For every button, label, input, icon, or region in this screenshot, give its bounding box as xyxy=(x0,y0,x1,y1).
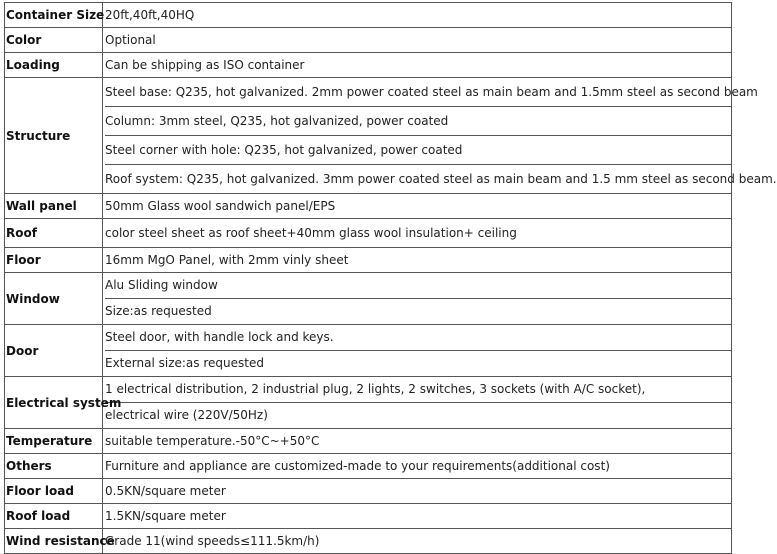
spec-label: Loading xyxy=(5,53,103,78)
spec-label: Container Size xyxy=(5,3,103,28)
spec-value-line: Column: 3mm steel, Q235, hot galvanized, power coated xyxy=(105,106,731,135)
spec-value-line: External size:as requested xyxy=(105,350,731,376)
spec-value-line: Size:as requested xyxy=(105,298,731,324)
spec-table-body xyxy=(5,3,777,554)
spec-value-line: Steel corner with hole: Q235, hot galvanized, power coated xyxy=(105,135,731,164)
spec-row xyxy=(5,28,732,53)
spec-label: Wind resistance xyxy=(5,529,103,554)
spec-row xyxy=(5,479,732,504)
spec-value-line: 1 electrical distribution, 2 industrial plug, 2 lights, 2 switches, 3 sockets (with A/C socket), xyxy=(105,382,646,396)
spec-row xyxy=(5,325,732,377)
spec-value: Grade 11(wind speeds≤111.5km/h) xyxy=(103,529,732,554)
spec-row xyxy=(5,78,732,194)
spec-label: Color xyxy=(5,28,103,53)
spec-row xyxy=(5,454,732,479)
spec-label: Electrical system xyxy=(5,377,103,429)
spec-value-line: Alu Sliding window xyxy=(105,278,218,292)
spec-value-line: Steel base: Q235, hot galvanized. 2mm power coated steel as main beam and 1.5mm steel as second beam xyxy=(105,85,758,99)
spec-row xyxy=(5,194,732,219)
spec-value: Furniture and appliance are customized-made to your requirements(additional cost) xyxy=(103,454,732,479)
spec-label: Floor load xyxy=(5,479,103,504)
spec-value xyxy=(103,325,732,377)
spec-row xyxy=(5,219,732,248)
spec-label: Temperature xyxy=(5,429,103,454)
spec-value: 16mm MgO Panel, with 2mm vinly sheet xyxy=(103,248,732,273)
spec-value: 50mm Glass wool sandwich panel/EPS xyxy=(103,194,732,219)
spec-label: Floor xyxy=(5,248,103,273)
spec-value: 1.5KN/square meter xyxy=(103,504,732,529)
spec-label: Roof load xyxy=(5,504,103,529)
spec-label: Window xyxy=(5,273,103,325)
spec-value-line: Steel door, with handle lock and keys. xyxy=(105,330,334,344)
spec-row xyxy=(5,248,732,273)
spec-row xyxy=(5,377,732,429)
spec-label: Wall panel xyxy=(5,194,103,219)
spec-value: 0.5KN/square meter xyxy=(103,479,732,504)
spec-row xyxy=(5,529,732,554)
spec-label: Others xyxy=(5,454,103,479)
spec-value: suitable temperature.-50°C~+50°C xyxy=(103,429,732,454)
spec-row xyxy=(5,3,732,28)
spec-value: Optional xyxy=(103,28,732,53)
spec-value xyxy=(103,377,732,429)
spec-value-line: Roof system: Q235, hot galvanized. 3mm power coated steel as main beam and 1.5 mm steel as second beam. xyxy=(105,164,731,193)
spec-row xyxy=(5,273,732,325)
spec-label: Door xyxy=(5,325,103,377)
spec-value xyxy=(103,78,777,194)
spec-label: Structure xyxy=(5,78,103,194)
spec-value: Can be shipping as ISO container xyxy=(103,53,732,78)
spec-value: color steel sheet as roof sheet+40mm glass wool insulation+ ceiling xyxy=(103,219,732,248)
spec-value-line: electrical wire (220V/50Hz) xyxy=(105,402,731,428)
spec-value xyxy=(103,273,732,325)
spec-value: 20ft,40ft,40HQ xyxy=(103,3,732,28)
spec-row xyxy=(5,429,732,454)
spec-row xyxy=(5,504,732,529)
spec-row xyxy=(5,53,732,78)
spec-label: Roof xyxy=(5,219,103,248)
spec-table xyxy=(4,2,777,554)
